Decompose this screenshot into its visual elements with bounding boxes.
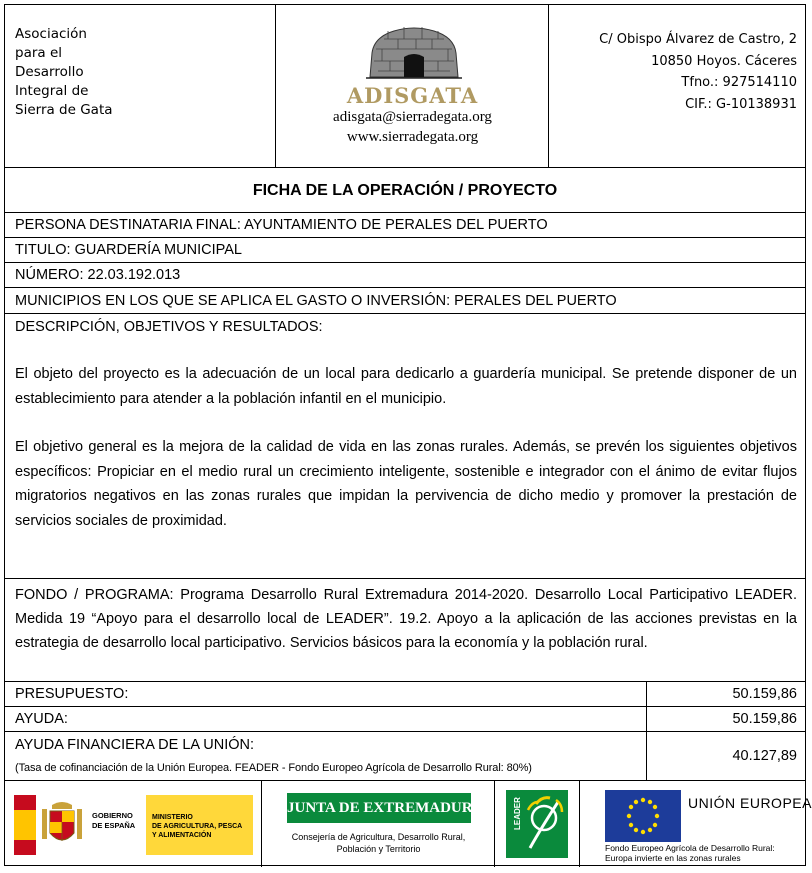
feader-line: Fondo Europeo Agrícola de Desarrollo Rural: [605,843,775,853]
ayuda-union-row [5,732,805,781]
presupuesto-row [5,682,805,707]
organization-name [5,5,276,168]
header [5,5,805,168]
adisgata-logo-block [276,5,549,168]
spain-coat-of-arms-icon [40,801,84,849]
org-line: Desarrollo [15,64,84,80]
feader-line: Europa invierte en las zonas rurales [605,853,741,863]
ayuda-row [5,707,805,732]
org-line: Sierra de Gata [15,102,113,118]
gobierno-line: DE ESPAÑA [92,821,136,830]
description-paragraph: El objeto del proyecto es la adecuación de un local para dedicarlo a guardería municipal. Se pretende disponer de un establecimiento para atender a la población infantil en el municipio. [15,366,797,407]
dolmen-arch-icon [364,23,464,79]
presupuesto-value: 50.159,86 [646,682,805,706]
gobierno-text [92,811,135,831]
ministerio-line: DE AGRICULTURA, PESCA [152,823,243,830]
junta-extremadura-logo: JUNTA DE EXTREMADURA [287,793,471,823]
persona-row: PERSONA DESTINATARIA FINAL: AYUNTAMIENTO DE PERALES DEL PUERTO [5,213,805,238]
eu-title: UNIÓN EUROPEA [688,795,812,811]
address-line: 10850 Hoyos. Cáceres [651,53,797,69]
website-text: www.sierradegata.org [346,129,479,145]
gobierno-logo-cell [5,781,262,867]
numero-row: NÚMERO: 22.03.192.013 [5,263,805,288]
ayuda-label: AYUDA: [15,711,68,727]
consejeria-line: Consejería de Agricultura, Desarrollo Rural, [291,832,466,842]
project-sheet [4,4,812,866]
address-block [549,5,805,168]
union-europea-logo-cell [580,781,812,867]
ministerio-line: Y ALIMENTACIÓN [152,832,212,839]
presupuesto-label: PRESUPUESTO: [15,686,129,702]
org-line: para el [15,45,63,61]
org-line: Integral de [15,83,89,99]
leader-text: LEADER [513,797,522,830]
cif-line: CIF.: G-10138931 [685,96,797,112]
ayuda-value: 50.159,86 [646,707,805,731]
org-line: Asociación [15,26,87,42]
ayuda-union-value: 40.127,89 [646,732,805,780]
feader-text [605,843,775,863]
leader-logo-cell [495,781,580,867]
junta-logo-cell [262,781,495,867]
leader-logo [506,790,568,858]
form-title: FICHA DE LA OPERACIÓN / PROYECTO [5,168,805,213]
brand-name: ADISGATA [346,83,479,108]
ayuda-union-label: AYUDA FINANCIERA DE LA UNIÓN: [15,737,255,753]
eu-stars-icon [605,790,681,842]
funding-logos [5,781,812,867]
address-line: C/ Obispo Álvarez de Castro, 2 [599,32,797,47]
objectives-paragraph: El objetivo general es la mejora de la calidad de vida en las zonas rurales. Además, se prevén los siguientes objetivos específicos: Propiciar en el medio rural un crecimiento inteligente, sostenible e integrador con el ánimo de evitar flujos migratorios negativos en las zonas rurales que impidan la pervivencia de dicho medio y promover la prestación de servicios sociales de proximidad. [15,439,797,529]
ministerio-text [152,813,242,840]
email-text: adisgata@sierradegata.org [333,109,492,125]
ministerio-line: MINISTERIO [152,814,193,821]
gobierno-logo [14,795,253,855]
phone-line: Tfno.: 927514110 [681,75,797,90]
cofinanciacion-note: (Tasa de cofinanciación de la Unión Europea. FEADER - Fondo Europeo Agrícola de Desarrollo Rural: 80%) [15,762,532,774]
spain-flag-icon [14,795,36,855]
description-section [5,314,805,579]
consejeria-text [262,831,495,855]
description-title: DESCRIPCIÓN, OBJETIVOS Y RESULTADOS: [15,319,323,335]
eu-flag-icon [605,790,681,842]
titulo-row: TITULO: GUARDERÍA MUNICIPAL [5,238,805,263]
fondo-programa: FONDO / PROGRAMA: Programa Desarrollo Rural Extremadura 2014-2020. Desarrollo Local Participativo LEADER. Medida 19 “Apoyo para el desarrollo local de LEADER”. 19.2. Apoyo a la aplicación de las acciones previstas en la estrategia de desarrollo local participativo. Servicios básicos para la economía y la población rural. [5,579,805,682]
municipios-row: MUNICIPIOS EN LOS QUE SE APLICA EL GASTO O INVERSIÓN: PERALES DEL PUERTO [5,288,805,314]
gobierno-line: GOBIERNO [92,811,133,820]
consejeria-line: Población y Territorio [336,844,421,854]
